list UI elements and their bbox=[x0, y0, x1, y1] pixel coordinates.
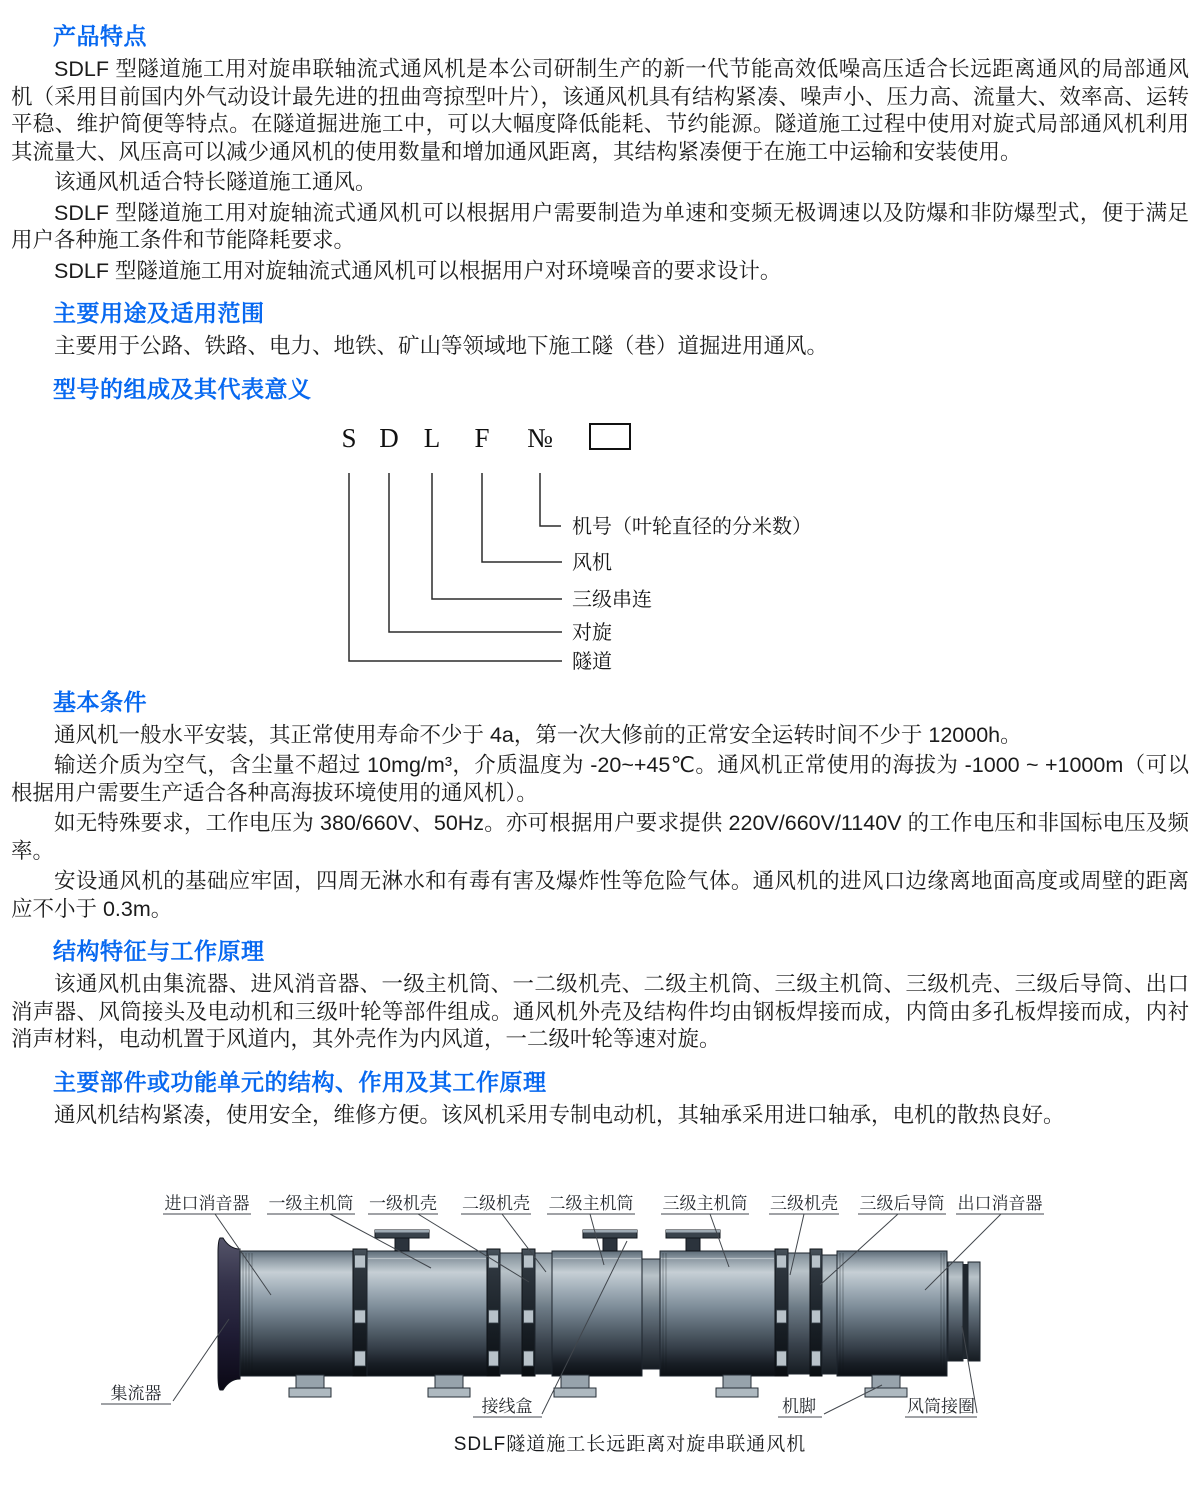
paragraph: SDLF 型隧道施工用对旋轴流式通风机可以根据用户对环境噪音的要求设计。 bbox=[54, 258, 782, 283]
top-part-label-inlet-silencer: 进口消音器 bbox=[164, 1194, 250, 1213]
bottom-part-label-machine-foot: 机脚 bbox=[782, 1397, 816, 1416]
paragraph: 该通风机适合特长隧道施工通风。 bbox=[54, 170, 377, 194]
mounting-foot bbox=[865, 1375, 907, 1397]
junction-box-handle bbox=[375, 1230, 429, 1251]
junction-box-handle bbox=[583, 1230, 637, 1251]
junction-box-handle bbox=[666, 1230, 720, 1251]
legend-line-f bbox=[482, 473, 562, 562]
code-letter-l: L bbox=[423, 422, 441, 453]
mounting-foot bbox=[716, 1375, 758, 1397]
stage3-main-barrel-section bbox=[660, 1251, 775, 1376]
paragraph: SDLF 型隧道施工用对旋串联轴流式通风机是本公司研制生产的新一代节能高效低噪高压适合长远距离通风的局部通风机（采用目前国内外气动设计最先进的扭曲弯掠型叶片），该通风机具有结构紧凑、噪声小、压力高、流量大、效率高、运转平稳、维护简便等特点。在隧道掘进施工中，可以大幅度降低能耗、节约能源。隧道施工过程中使用对旋式局部通风机利用其流量大、风压高可以减少通风机的使用数量和增加通风距离，其结构紧凑便于在施工中运输和安装使用。 bbox=[11, 57, 1189, 164]
recessed-joint-ring bbox=[642, 1259, 660, 1369]
paragraph: 通风机一般水平安装，其正常使用寿命不少于 4a，第一次大修前的正常安全运转时间不少于 12000h。 bbox=[54, 722, 1022, 747]
legend-label-machine-number: 机号（叶轮直径的分米数） bbox=[572, 515, 812, 538]
top-part-label-stage1-casing: 一级机壳 bbox=[369, 1194, 437, 1213]
top-part-label-stage3-casing: 三级机壳 bbox=[770, 1194, 838, 1213]
paragraph: 该通风机由集流器、进风消音器、一级主机筒、一二级机壳、二级主机筒、三级主机筒、三级机壳、三级后导筒、出口消声器、风筒接头及电动机和三级叶轮等部件组成。通风机外壳及结构件均由钢板焊接而成，内筒由多孔板焊接而成，内衬消声材料，电动机置于风道内，其外壳作为内风道，一二级叶轮等速对旋。 bbox=[11, 972, 1189, 1051]
heading-product-features: 产品特点 bbox=[53, 23, 147, 49]
rear-guide-ring bbox=[822, 1255, 837, 1374]
heading-model-code: 型号的组成及其代表意义 bbox=[53, 375, 312, 402]
inlet-silencer-section bbox=[240, 1251, 353, 1376]
heading-basic-conditions: 基本条件 bbox=[53, 688, 147, 715]
legend-label-contra-rotating: 对旋 bbox=[572, 621, 612, 644]
casing-ring bbox=[535, 1253, 552, 1374]
duct-connection-ring bbox=[948, 1262, 963, 1361]
mounting-foot bbox=[428, 1375, 470, 1397]
mounting-foot bbox=[554, 1375, 596, 1397]
top-part-label-stage1-barrel: 一级主机筒 bbox=[268, 1194, 354, 1213]
bottom-part-label-junction-box: 接线盒 bbox=[481, 1397, 533, 1416]
paragraph: 安设通风机的基础应牢固，四周无淋水和有毒有害及爆炸性等危险气体。通风机的进风口边缘离地面高度或周壁的距离应不小于 0.3m。 bbox=[11, 869, 1189, 921]
top-part-label-stage2-barrel: 二级主机筒 bbox=[548, 1194, 634, 1213]
section-main-parts bbox=[11, 1067, 1189, 1130]
section-usage-scope bbox=[11, 298, 1189, 361]
bottom-part-label-collector: 集流器 bbox=[110, 1384, 162, 1403]
stage1-main-barrel-section bbox=[367, 1251, 487, 1376]
top-part-label-outlet-silencer: 出口消音器 bbox=[957, 1194, 1043, 1213]
legend-label-tunnel: 隧道 bbox=[572, 650, 612, 673]
fan-assembly-diagram bbox=[0, 1179, 1200, 1479]
model-code-diagram bbox=[0, 409, 1200, 674]
code-letter-no: № bbox=[527, 422, 553, 453]
paragraph: SDLF 型隧道施工用对旋轴流式通风机可以根据用户需要制造为单速和变频无极调速以及防爆和非防爆型式，便于满足用户各种施工条件和节能降耗要求。 bbox=[11, 200, 1189, 252]
code-letter-s: S bbox=[341, 422, 357, 453]
legend-line-no bbox=[540, 473, 561, 526]
top-part-label-stage3-barrel: 三级主机筒 bbox=[662, 1194, 748, 1213]
paragraph: 主要用于公路、铁路、电力、地铁、矿山等领域地下施工隧（巷）道掘进用通风。 bbox=[54, 334, 829, 358]
outlet-silencer-section bbox=[837, 1251, 947, 1376]
code-letter-d: D bbox=[379, 422, 399, 453]
leader-line bbox=[824, 1385, 882, 1414]
paragraph: 输送介质为空气，含尘量不超过 10mg/m³，介质温度为 -20~+45℃。通风机正常使用的海拔为 -1000 ~ +1000m（可以根据用户需要生产适合各种高海拔环境使用的通风机）。 bbox=[11, 753, 1189, 805]
heading-main-parts: 主要部件或功能单元的结构、作用及其工作原理 bbox=[53, 1068, 547, 1095]
heading-structure-principle: 结构特征与工作原理 bbox=[53, 938, 265, 964]
section-basic-conditions bbox=[11, 687, 1189, 924]
machine-number-box bbox=[590, 424, 630, 449]
bottom-part-label-duct-ring: 风筒接圈 bbox=[907, 1397, 975, 1416]
diagram-caption: SDLF隧道施工长远距离对旋串联通风机 bbox=[453, 1434, 807, 1455]
legend-line-l bbox=[432, 473, 562, 599]
duct-connection-ring bbox=[968, 1262, 980, 1361]
legend-label-fan: 风机 bbox=[572, 551, 612, 574]
stage2-main-barrel-section bbox=[552, 1251, 642, 1376]
top-part-label-rear-guide-barrel: 三级后导筒 bbox=[859, 1194, 945, 1213]
section-model-code bbox=[11, 374, 1189, 674]
section-structure-principle bbox=[11, 936, 1189, 1054]
heading-usage-scope: 主要用途及适用范围 bbox=[53, 300, 265, 326]
code-letter-f: F bbox=[474, 422, 490, 453]
top-part-label-stage2-casing: 二级机壳 bbox=[462, 1194, 530, 1213]
paragraph: 通风机结构紧凑，使用安全，维修方便。该风机采用专制电动机，其轴承采用进口轴承，电机的散热良好。 bbox=[54, 1102, 1065, 1127]
section-product-features bbox=[11, 21, 1189, 285]
legend-label-three-stage-series: 三级串连 bbox=[572, 588, 652, 611]
legend-line-s bbox=[349, 473, 562, 661]
paragraph: 如无特殊要求，工作电压为 380/660V、50Hz。亦可根据用户要求提供 220V/660V/1140V 的工作电压和非国标电压及频率。 bbox=[11, 811, 1189, 863]
mounting-foot bbox=[289, 1375, 331, 1397]
legend-line-d bbox=[389, 473, 562, 632]
inlet-collector-bell bbox=[218, 1238, 240, 1390]
